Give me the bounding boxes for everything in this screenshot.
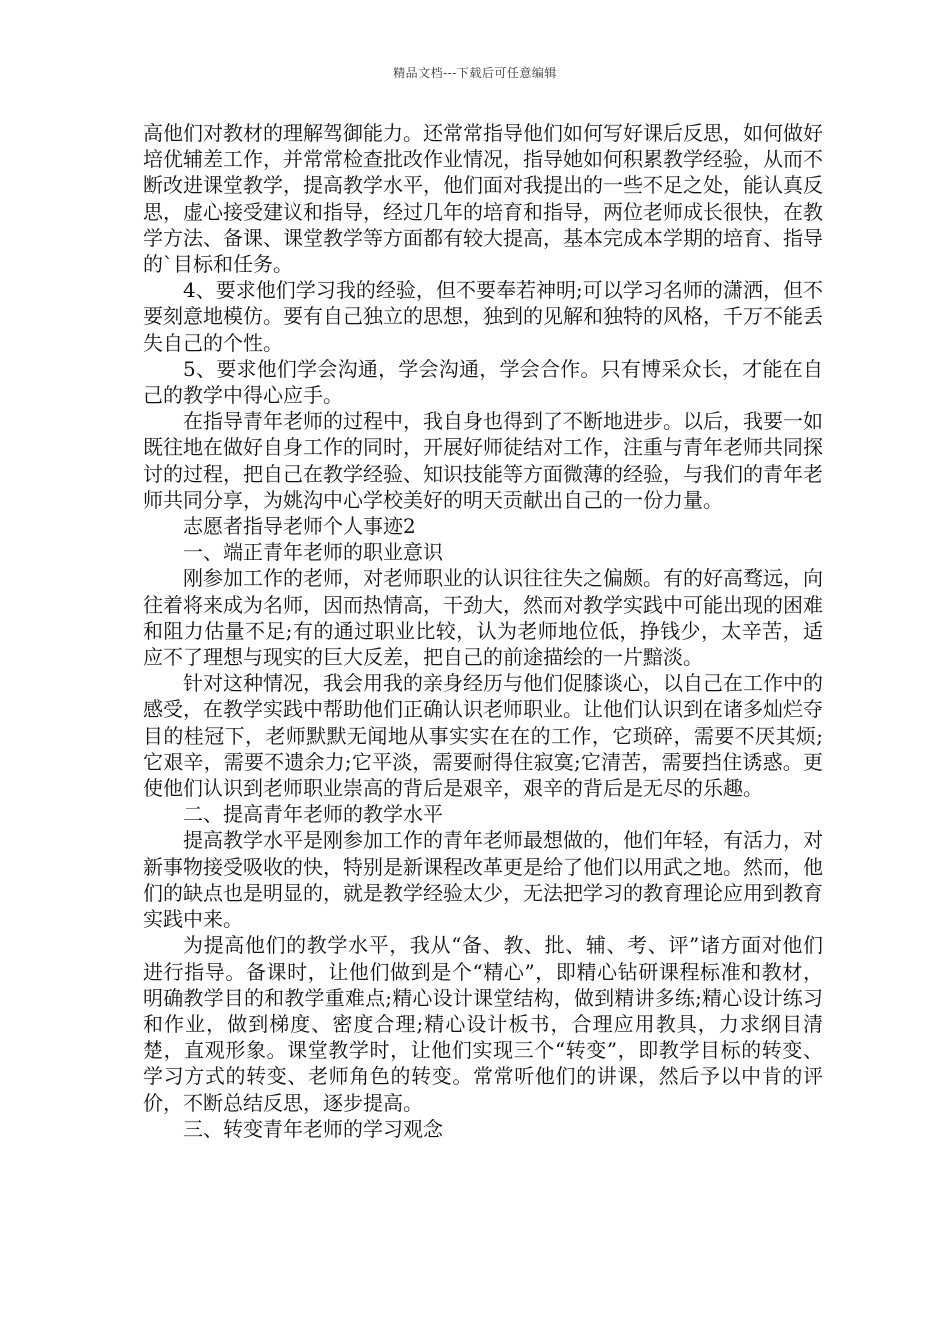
heading-part-1: 一、端正青年老师的职业意识: [183, 540, 443, 565]
page-header: 精品文档---下载后可任意编辑: [393, 66, 557, 80]
heading-part-3: 三、转变青年老师的学习观念: [183, 1116, 443, 1141]
paragraph-continuation: 高他们对教材的理解驾御能力。还常常指导他们如何写好课后反思，如何做好培优辅差工作，并常常检查批改作业情况，指导她如何积累教学经验，从而不断改进课堂教学，提高教学水平，他们面对我提出的一些不足之处，能认真反思，虚心接受建议和指导，经过几年的培育和指导，两位老师成长很快，在教学方法、备课、课堂教学等方面都有较大提高，基本完成本学期的培育、指导的`目标和任务。: [143, 121, 823, 277]
paragraph-body: 刚参加工作的老师，对老师职业的认识往往失之偏颇。有的好高骛远，向往着将来成为名师，因而热情高，干劲大，然而对教学实践中可能出现的困难和阻力估量不足;有的通过职业比较，认为老师地位低，挣钱少，太辛苦，适应不了理想与现实的巨大反差，把自己的前途描绘的一片黯淡。: [143, 566, 823, 670]
document-body: [143, 120, 823, 1142]
paragraph-summary: 在指导青年老师的过程中，我自身也得到了不断地进步。以后，我要一如既往地在做好自身工作的同时，开展好师徒结对工作，注重与青年老师共同探讨的过程，把自己在教学经验、知识技能等方面微薄的经验，与我们的青年老师共同分享，为姚沟中心学校美好的明天贡献出自己的一份力量。: [143, 409, 823, 512]
heading-part-2: 二、提高青年老师的教学水平: [183, 802, 443, 827]
section-title: 志愿者指导老师个人事迹2: [183, 514, 416, 539]
paragraph-body: 提高教学水平是刚参加工作的青年老师最想做的，他们年轻，有活力，对新事物接受吸收的快，特别是新课程改革更是给了他们以用武之地。然而，他们的缺点也是明显的，就是教学经验太少，无法把学习的教育理论应用到教育实践中来。: [143, 828, 823, 932]
paragraph-body: 为提高他们的教学水平，我从“备、教、批、辅、考、评”诸方面对他们进行指导。备课时，让他们做到是个“精心”，即精心钻研课程标准和教材，明确教学目的和教学重难点;精心设计课堂结构，做到精讲多练;精心设计练习和作业，做到梯度、密度合理;精心设计板书，合理应用教具，力求纲目清楚，直观形象。课堂教学时，让他们实现三个“转变”，即教学目标的转变、学习方式的转变、老师角色的转变。常常听他们的讲课，然后予以中肯的评价，不断总结反思，逐步提高。: [143, 933, 823, 1115]
paragraph-point-4: 4、要求他们学习我的经验，但不要奉若神明;可以学习名师的潇洒，但不要刻意地模仿。要有自己独立的思想，独到的见解和独特的风格，千万不能丢失自己的个性。: [143, 278, 823, 355]
paragraph-body: 针对这种情况，我会用我的亲身经历与他们促膝谈心，以自己在工作中的感受，在教学实践中帮助他们正确认识老师职业。让他们认识到在诸多灿烂夺目的桂冠下，老师默默无闻地从事实实在在的工作，它琐碎，需要不厌其烦;它艰辛，需要不遗余力;它平淡，需要耐得住寂寞;它清苦，需要挡住诱惑。更使他们认识到老师职业崇高的背后是艰辛，艰辛的背后是无尽的乐趣。: [143, 671, 823, 801]
paragraph-point-5: 5、要求他们学会沟通，学会沟通，学会合作。只有博采众长，才能在自己的教学中得心应手。: [143, 356, 823, 408]
